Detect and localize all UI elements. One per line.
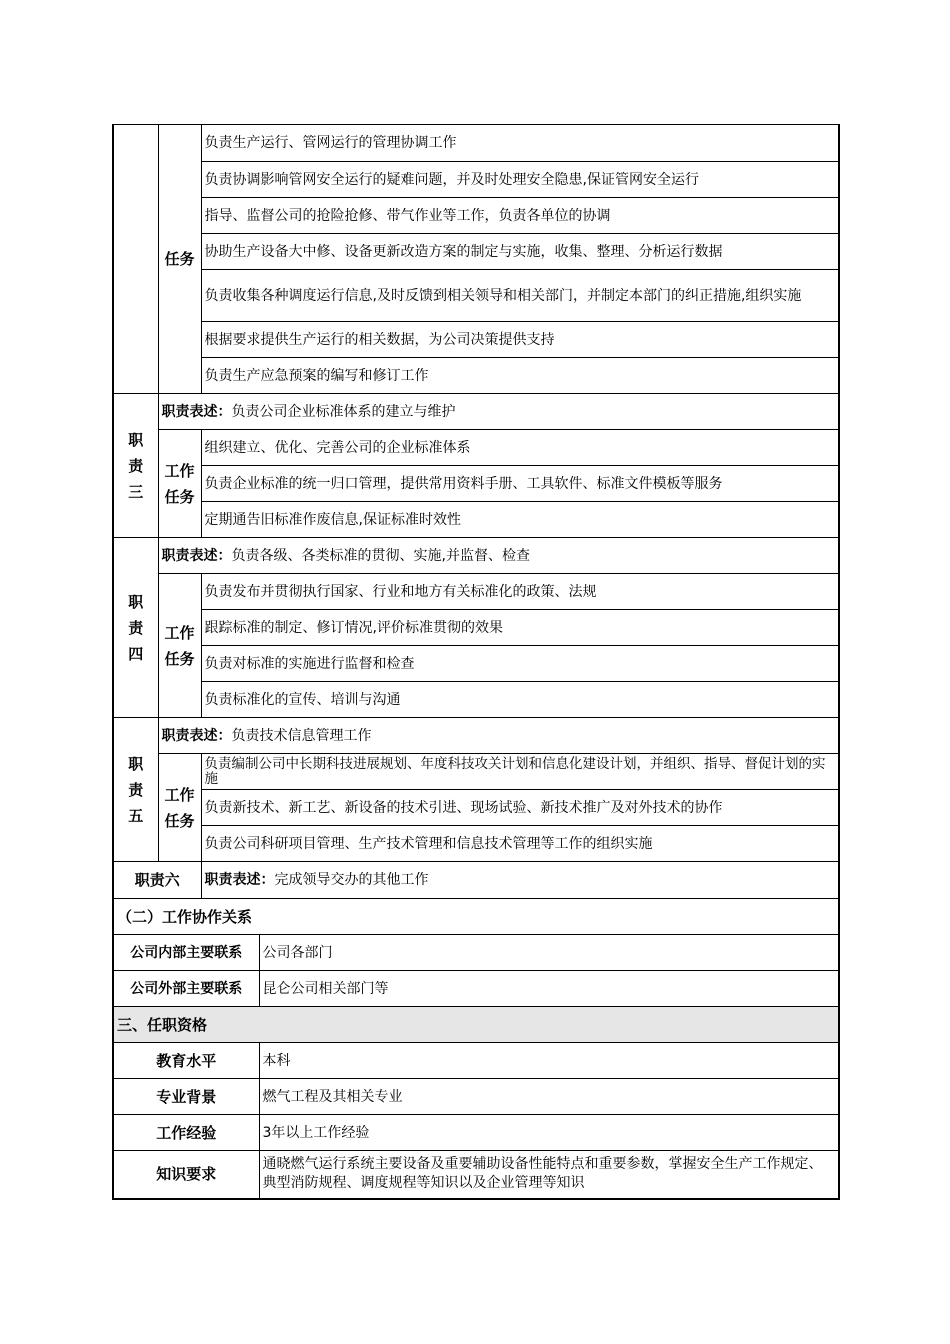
duty3-desc-text: 负责公司企业标准体系的建立与维护 <box>231 403 456 420</box>
duty4-desc-text: 负责各级、各类标准的贯彻、实施,并监督、检查 <box>231 547 530 564</box>
experience-label: 工作经验 <box>113 1115 259 1151</box>
qualifications-table <box>112 1006 840 1200</box>
major-label: 专业背景 <box>113 1079 259 1115</box>
knowledge-value: 通晓燃气运行系统主要设备及重要辅助设备性能特点和重要参数，掌握安全生产工作规定、典型消防规程、调度规程等知识以及企业管理等知识 <box>259 1151 839 1199</box>
duty2-task: 负责生产应急预案的编写和修订工作 <box>201 358 839 394</box>
collaboration-table <box>112 898 840 1007</box>
duty6-description <box>201 862 839 899</box>
duty3-desc-label: 职责表述： <box>161 403 232 420</box>
duty4-desc-label: 职责表述： <box>161 547 232 564</box>
duty5-desc-text: 负责技术信息管理工作 <box>231 727 372 744</box>
duty2-label-cell <box>113 125 158 394</box>
duty3-description <box>158 394 839 430</box>
duty3-task: 负责企业标准的统一归口管理，提供常用资料手册、工具软件、标准文件模板等服务 <box>201 466 839 502</box>
duty6-desc-label: 职责表述： <box>204 872 275 888</box>
duty3-task-label: 工作 任务 <box>158 430 201 538</box>
duty5-task: 负责新技术、新工艺、新设备的技术引进、现场试验、新技术推广及对外技术的协作 <box>201 790 839 826</box>
duty5-task: 负责编制公司中长期科技进展规划、年度科技攻关计划和信息化建设计划，并组织、指导、督促计划的实施 <box>201 754 839 790</box>
duty4-task-label: 工作 任务 <box>158 574 201 718</box>
duty3-task: 组织建立、优化、完善公司的企业标准体系 <box>201 430 839 466</box>
duty4-description <box>158 538 839 574</box>
duty5-task-label: 工作 任务 <box>158 754 201 862</box>
duty2-task: 指导、监督公司的抢险抢修、带气作业等工作，负责各单位的协调 <box>201 198 839 234</box>
section3-title: 三、任职资格 <box>113 1007 839 1043</box>
duties-table <box>112 124 840 862</box>
duty3-label: 职 责 三 <box>113 394 158 538</box>
duty4-task: 负责对标准的实施进行监督和检查 <box>201 646 839 682</box>
education-label: 教育水平 <box>113 1043 259 1079</box>
duty2-task: 负责生产运行、管网运行的管理协调工作 <box>201 125 839 162</box>
duty4-task: 负责标准化的宣传、培训与沟通 <box>201 682 839 718</box>
major-value: 燃气工程及其相关专业 <box>259 1079 839 1115</box>
job-description-sheet <box>112 124 838 1200</box>
knowledge-label: 知识要求 <box>113 1151 259 1199</box>
duty2-task: 负责收集各种调度运行信息,及时反馈到相关领导和相关部门，并制定本部门的纠正措施,组织实施 <box>201 270 839 322</box>
duty2-task: 根据要求提供生产运行的相关数据，为公司决策提供支持 <box>201 322 839 358</box>
duty2-task: 协助生产设备大中修、设备更新改造方案的制定与实施，收集、整理、分析运行数据 <box>201 234 839 270</box>
section2-title: （二）工作协作关系 <box>113 899 839 935</box>
duty4-task: 负责发布并贯彻执行国家、行业和地方有关标准化的政策、法规 <box>201 574 839 610</box>
duty5-task: 负责公司科研项目管理、生产技术管理和信息技术管理等工作的组织实施 <box>201 826 839 862</box>
duty4-label: 职 责 四 <box>113 538 158 718</box>
duty6-table <box>112 861 840 899</box>
internal-contact-label: 公司内部主要联系 <box>113 935 259 971</box>
external-contact-label: 公司外部主要联系 <box>113 971 259 1007</box>
duty3-task: 定期通告旧标准作废信息,保证标准时效性 <box>201 502 839 538</box>
duty2-task: 负责协调影响管网安全运行的疑难问题，并及时处理安全隐患,保证管网安全运行 <box>201 162 839 198</box>
duty6-desc-text: 完成领导交办的其他工作 <box>274 872 429 888</box>
duty6-label: 职责六 <box>113 862 201 899</box>
duty4-task: 跟踪标准的制定、修订情况,评价标准贯彻的效果 <box>201 610 839 646</box>
duty5-label: 职 责 五 <box>113 718 158 862</box>
external-contact-value: 昆仑公司相关部门等 <box>259 971 839 1007</box>
internal-contact-value: 公司各部门 <box>259 935 839 971</box>
experience-value: 3年以上工作经验 <box>259 1115 839 1151</box>
duty2-task-label: 任务 <box>158 125 201 394</box>
duty5-description <box>158 718 839 754</box>
duty5-desc-label: 职责表述： <box>161 727 232 744</box>
education-value: 本科 <box>259 1043 839 1079</box>
